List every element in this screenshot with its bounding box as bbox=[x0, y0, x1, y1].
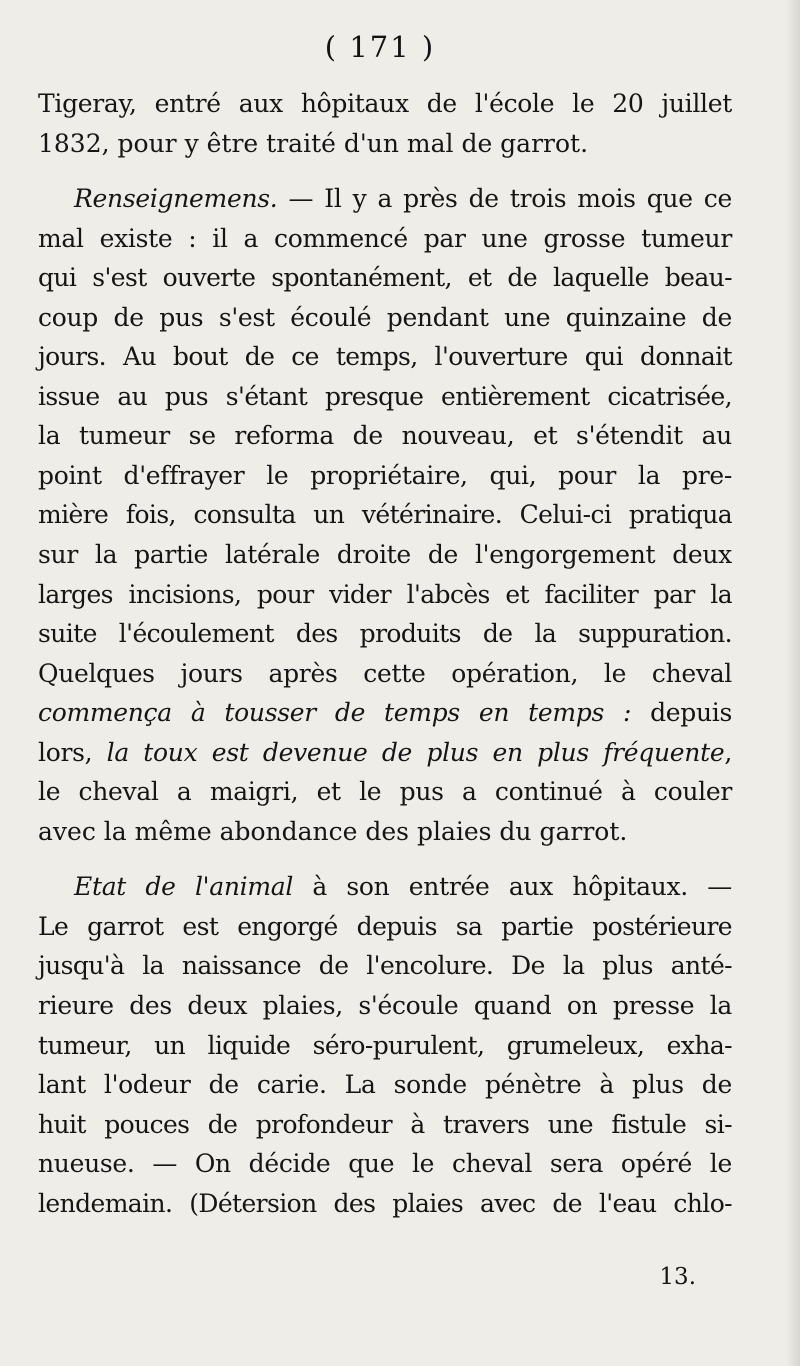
text-line: lors, la toux est devenue de plus en plus fréquente, bbox=[38, 737, 733, 767]
text-line: larges incisions, pour vider l'abcès et faciliter par la bbox=[38, 579, 732, 609]
text-line: point d'effrayer le propriétaire, qui, pour la pre- bbox=[38, 460, 732, 490]
text-line: mal existe : il a commencé par une grosse tumeur bbox=[38, 223, 732, 253]
text-line: jours. Au bout de ce temps, l'ouverture qui donnait bbox=[38, 342, 732, 372]
text-line: avec la même abondance des plaies du garrot. bbox=[38, 816, 628, 846]
text-line: Tigeray, entré aux hôpitaux de l'école le 20 juillet bbox=[38, 89, 732, 118]
section-heading: Renseignemens. bbox=[74, 184, 278, 214]
text-line: tumeur, un liquide séro-purulent, grumeleux, exha- bbox=[38, 1030, 732, 1060]
text-line: 1832, pour y être traité d'un mal de garrot. bbox=[38, 128, 589, 158]
text-line: jusqu'à la naissance de l'encolure. De la plus anté- bbox=[38, 951, 732, 981]
text-line: la tumeur se reforma de nouveau, et s'étendit au bbox=[38, 421, 732, 451]
text-line: sur la partie latérale droite de l'engorgement deux bbox=[38, 540, 732, 570]
italic-phrase: commença à tousser de temps en temps : bbox=[38, 698, 632, 728]
text-line: lendemain. (Détersion des plaies avec de l'eau chlo- bbox=[38, 1188, 732, 1218]
text-line: coup de pus s'est écoulé pendant une quinzaine de bbox=[38, 302, 732, 332]
text-line: Renseignemens. — Il y a près de trois mois que ce bbox=[74, 184, 732, 214]
section-heading: Etat de l'animal bbox=[74, 872, 294, 902]
text-line: commença à tousser de temps en temps : depuis bbox=[38, 698, 733, 728]
body-text bbox=[38, 84, 732, 1223]
text-line: nueuse. — On décide que le cheval sera opéré le bbox=[38, 1149, 732, 1179]
text-line: huit pouces de profondeur à travers une fistule si- bbox=[38, 1109, 732, 1139]
italic-phrase: la toux est devenue de plus en plus fréquente bbox=[106, 737, 725, 767]
text-line: Etat de l'animal à son entrée aux hôpitaux. — bbox=[74, 872, 732, 902]
text-line: rieure des deux plaies, s'écoule quand on presse la bbox=[38, 991, 732, 1021]
page-edge-shadow bbox=[786, 0, 800, 1366]
signature-mark: 13. bbox=[659, 1264, 696, 1290]
text-line: issue au pus s'étant presque entièrement cicatrisée, bbox=[38, 381, 732, 411]
text-line: mière fois, consulta un vétérinaire. Celui-ci pratiqua bbox=[38, 500, 732, 530]
text-line: suite l'écoulement des produits de la suppuration. bbox=[38, 619, 732, 649]
text-line: Le garrot est engorgé depuis sa partie postérieure bbox=[38, 911, 732, 941]
page-number: ( 171 ) bbox=[324, 30, 436, 64]
text-line: qui s'est ouverte spontanément, et de laquelle beau- bbox=[38, 263, 732, 293]
text-line: lant l'odeur de carie. La sonde pénètre à plus de bbox=[38, 1070, 732, 1100]
text-line: le cheval a maigri, et le pus a continué à couler bbox=[38, 777, 732, 807]
text-line: Quelques jours après cette opération, le cheval bbox=[38, 658, 732, 688]
